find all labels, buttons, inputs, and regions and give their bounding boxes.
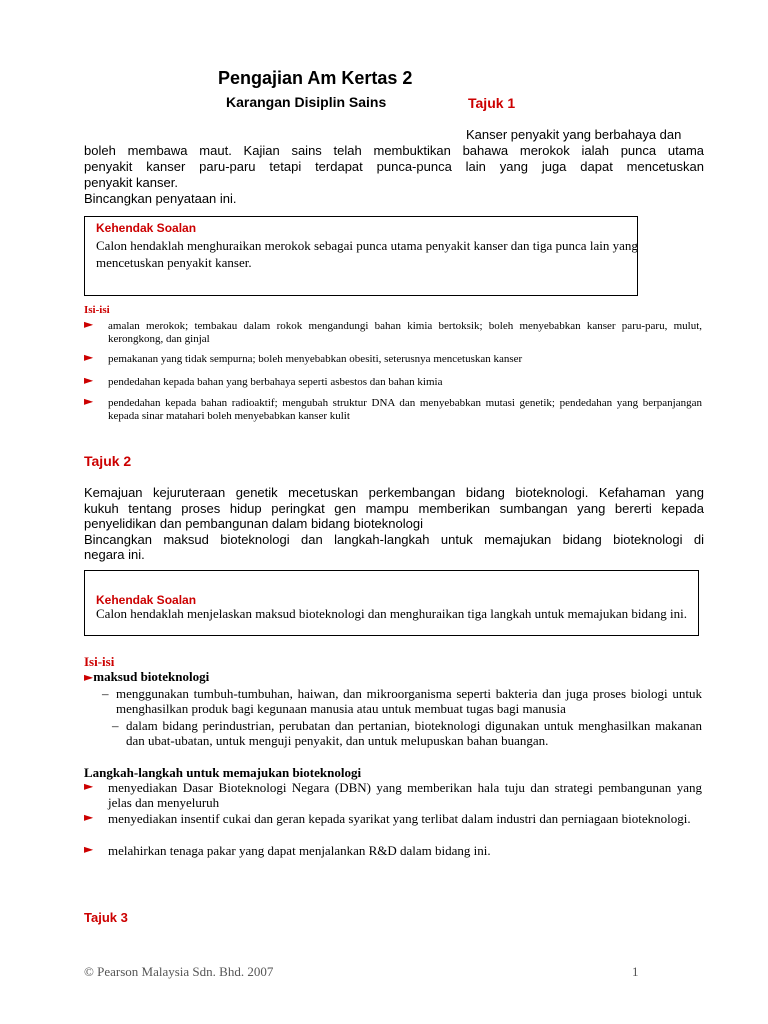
box-heading: Kehendak Soalan	[96, 593, 197, 607]
arrow-bullet-icon: ►	[84, 317, 94, 331]
intro-line: boleh membawa maut. Kajian sains telah membuktikan bahawa merokok ialah punca utama	[84, 143, 704, 158]
list-item: menggunakan tumbuh-tumbuhan, haiwan, dan mikroorganisma seperti bakteria dan juga proses biologi untuk menghasilkan produk bagi kegunaan manusia atau untuk membuat tugas bagi manusia	[116, 686, 702, 716]
arrow-bullet-icon: ►	[84, 779, 94, 793]
list-item: dalam bidang perindustrian, perubatan dan pertanian, bioteknologi digunakan untuk menghasilkan makanan dan ubat-ubatan, untuk menguji penyakit, dan untuk melupuskan bahan buangan.	[126, 718, 702, 748]
intro-line: penyelidikan dan pembangunan dalam bidang bioteknologi	[84, 516, 423, 531]
maksud-heading-row	[84, 669, 209, 685]
dash-bullet-icon: –	[112, 718, 119, 733]
arrow-bullet-icon: ►	[84, 670, 94, 684]
arrow-bullet-icon: ►	[84, 842, 94, 856]
isi-label: Isi-isi	[84, 304, 110, 316]
list-item: menyediakan insentif cukai dan geran kepada syarikat yang terlibat dalam industri dan perniagaan bioteknologi.	[108, 811, 691, 826]
list-item: pemakanan yang tidak sempurna; boleh menyebabkan obesiti, seterusnya mencetuskan kanser	[108, 353, 523, 365]
page-title: Pengajian Am Kertas 2	[218, 68, 413, 88]
intro-line: kukuh tentang proses hidup peringkat gen mampu memberikan sumbangan yang bererti kepada	[84, 500, 704, 516]
tajuk1-label: Tajuk 1	[468, 95, 516, 111]
arrow-bullet-icon: ►	[84, 394, 94, 408]
isi-label: Isi-isi	[84, 654, 115, 669]
tajuk2-label: Tajuk 2	[84, 453, 132, 469]
tajuk1-intro	[84, 127, 704, 207]
tajuk2-intro	[84, 485, 704, 563]
arrow-bullet-icon: ►	[84, 350, 94, 364]
maksud-heading: maksud bioteknologi	[93, 669, 210, 684]
intro-line: Bincangkan maksud bioteknologi dan langkah-langkah untuk memajukan bidang bioteknologi di	[84, 531, 704, 547]
intro-line: penyakit kanser.	[84, 175, 178, 190]
intro-line: negara ini.	[84, 547, 145, 562]
dash-bullet-icon: –	[102, 686, 109, 701]
list-item: menyediakan Dasar Bioteknologi Negara (DBN) yang memberikan hala tuju dan strategi pembangunan yang jelas dan menyeluruh	[108, 780, 702, 810]
intro-line: penyakit kanser paru-paru tetapi terdapat punca-punca lain yang juga dapat mencetuskan	[84, 159, 704, 174]
list-item: pendedahan kepada bahan yang berbahaya seperti asbestos dan bahan kimia	[108, 376, 443, 388]
langkah-heading: Langkah-langkah untuk memajukan bioteknologi	[84, 765, 362, 780]
footer-copyright: © Pearson Malaysia Sdn. Bhd. 2007	[84, 964, 274, 979]
list-item: pendedahan kepada bahan radioaktif; mengubah struktur DNA dan menyebabkan mutasi genetik; pendedahan yang berpanjangan kepada sinar matahari boleh menyebabkan kanser kulit	[108, 397, 702, 422]
box-text: Calon hendaklah menjelaskan maksud bioteknologi dan menghuraikan tiga langkah untuk memajukan bidang ini.	[96, 606, 687, 621]
page-number: 1	[632, 964, 639, 979]
intro-line: Kemajuan kejuruteraan genetik mecetuskan perkembangan bidang bioteknologi. Kefahaman yang	[84, 485, 704, 500]
arrow-bullet-icon: ►	[84, 373, 94, 387]
box-text: Calon hendaklah menghuraikan merokok sebagai punca utama penyakit kanser dan tiga punca lain yang mencetuskan penyakit kanser.	[96, 238, 638, 270]
tajuk3-label: Tajuk 3	[84, 910, 128, 925]
instruction: Bincangkan penyataan ini.	[84, 191, 237, 206]
box-heading: Kehendak Soalan	[96, 221, 197, 235]
page-subtitle: Karangan Disiplin Sains	[226, 94, 387, 110]
arrow-bullet-icon: ►	[84, 810, 94, 824]
list-item: melahirkan tenaga pakar yang dapat menjalankan R&D dalam bidang ini.	[108, 843, 491, 858]
list-item: amalan merokok; tembakau dalam rokok mengandungi bahan kimia bertoksik; boleh menyebabkan kanser paru-paru, mulut, kerongkong, dan ginjal	[108, 320, 702, 345]
intro-line: Kanser penyakit yang berbahaya dan	[466, 127, 682, 142]
